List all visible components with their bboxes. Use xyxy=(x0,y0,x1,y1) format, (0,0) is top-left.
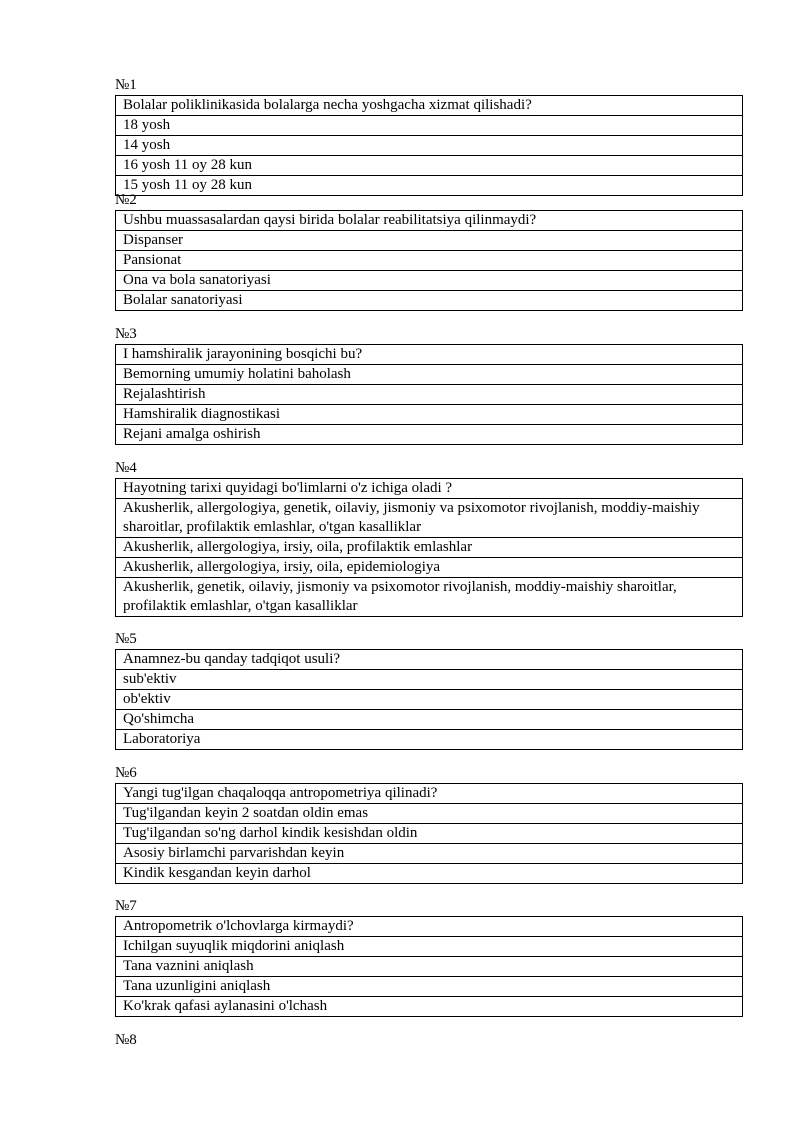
answer-option: Hamshiralik diagnostikasi xyxy=(116,405,743,425)
answer-option: sub'ektiv xyxy=(116,670,743,690)
question-number: №6 xyxy=(115,765,137,781)
question-number: №2 xyxy=(115,192,137,208)
answer-option: Ichilgan suyuqlik miqdorini aniqlash xyxy=(116,937,743,957)
answer-option: 18 yosh xyxy=(116,116,743,136)
question-text: Ushbu muassasalardan qaysi birida bolalar reabilitatsiya qilinmaydi? xyxy=(116,211,743,231)
question-number: №4 xyxy=(115,460,137,476)
answer-option: Dispanser xyxy=(116,231,743,251)
question-text: I hamshiralik jarayonining bosqichi bu? xyxy=(116,345,743,365)
question-table xyxy=(115,916,743,1017)
answer-option: Rejani amalga oshirish xyxy=(116,425,743,445)
question-number: №1 xyxy=(115,77,137,93)
question-number: №7 xyxy=(115,898,137,914)
question-text: Bolalar poliklinikasida bolalarga necha yoshgacha xizmat qilishadi? xyxy=(116,96,743,116)
question-text: Hayotning tarixi quyidagi bo'limlarni o'z ichiga oladi ? xyxy=(116,479,743,499)
answer-option: Akusherlik, allergologiya, irsiy, oila, epidemiologiya xyxy=(116,558,743,578)
answer-option: Akusherlik, allergologiya, irsiy, oila, profilaktik emlashlar xyxy=(116,538,743,558)
question-number: №5 xyxy=(115,631,137,647)
answer-option: Akusherlik, allergologiya, genetik, oilaviy, jismoniy va psixomotor rivojlanish, moddiy-maishiy sharoitlar, profilaktik emlashlar, o'tgan kasalliklar xyxy=(116,499,743,538)
answer-option: Tana vaznini aniqlash xyxy=(116,957,743,977)
question-table xyxy=(115,210,743,311)
question-text: Anamnez-bu qanday tadqiqot usuli? xyxy=(116,650,743,670)
answer-option: 15 yosh 11 oy 28 kun xyxy=(116,176,743,196)
answer-option: Kindik kesgandan keyin darhol xyxy=(116,864,743,884)
answer-option: Ko'krak qafasi aylanasini o'lchash xyxy=(116,997,743,1017)
answer-option: Ona va bola sanatoriyasi xyxy=(116,271,743,291)
answer-option: Tug'ilgandan so'ng darhol kindik kesishdan oldin xyxy=(116,824,743,844)
question-number: №8 xyxy=(115,1032,137,1048)
answer-option: Qo'shimcha xyxy=(116,710,743,730)
answer-option: ob'ektiv xyxy=(116,690,743,710)
answer-option: Tana uzunligini aniqlash xyxy=(116,977,743,997)
answer-option: Pansionat xyxy=(116,251,743,271)
question-table xyxy=(115,344,743,445)
answer-option: Akusherlik, genetik, oilaviy, jismoniy va psixomotor rivojlanish, moddiy-maishiy sharoitlar, profilaktik emlashlar, o'tgan kasalliklar xyxy=(116,578,743,617)
question-number: №3 xyxy=(115,326,137,342)
answer-option: Bolalar sanatoriyasi xyxy=(116,291,743,311)
question-table xyxy=(115,783,743,884)
answer-option: Laboratoriya xyxy=(116,730,743,750)
answer-option: Rejalashtirish xyxy=(116,385,743,405)
answer-option: 16 yosh 11 oy 28 kun xyxy=(116,156,743,176)
question-text: Yangi tug'ilgan chaqaloqqa antropometriya qilinadi? xyxy=(116,784,743,804)
answer-option: Tug'ilgandan keyin 2 soatdan oldin emas xyxy=(116,804,743,824)
answer-option: Asosiy birlamchi parvarishdan keyin xyxy=(116,844,743,864)
question-table xyxy=(115,95,743,196)
question-table xyxy=(115,478,743,617)
answer-option: Bemorning umumiy holatini baholash xyxy=(116,365,743,385)
question-table xyxy=(115,649,743,750)
answer-option: 14 yosh xyxy=(116,136,743,156)
question-text: Antropometrik o'lchovlarga kirmaydi? xyxy=(116,917,743,937)
